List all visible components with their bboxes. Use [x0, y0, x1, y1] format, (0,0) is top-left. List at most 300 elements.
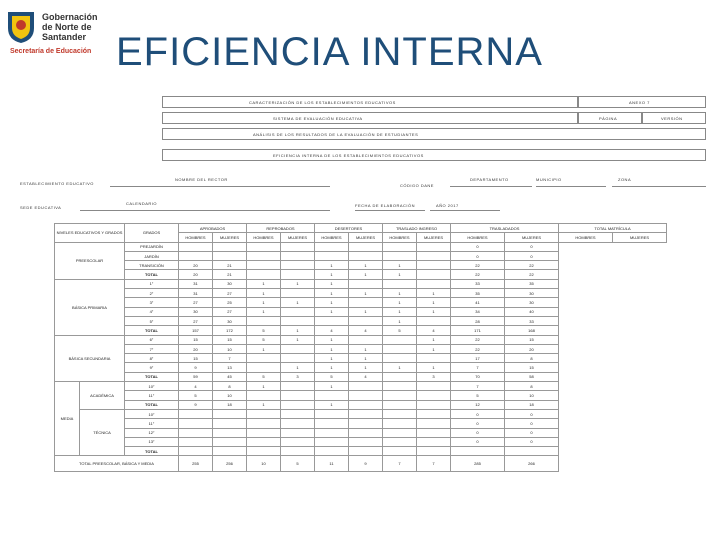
table-row: [55, 437, 667, 446]
level-secundaria: BÁSICA SECUNDARIA: [55, 335, 125, 381]
table-row: [55, 326, 667, 335]
value-cell: [247, 391, 281, 400]
value-cell: [247, 270, 281, 279]
grand-total-cell: 285: [451, 456, 505, 472]
value-cell: 33: [505, 316, 559, 325]
value-cell: [383, 419, 417, 428]
value-cell: [281, 251, 315, 260]
value-cell: 22: [451, 270, 505, 279]
value-cell: 35: [451, 289, 505, 298]
value-cell: 15: [213, 335, 247, 344]
value-cell: [247, 363, 281, 372]
subheader-mujeres: MUJERES: [349, 233, 383, 242]
field-department-line[interactable]: [450, 186, 532, 187]
field-year-line[interactable]: [430, 210, 500, 211]
value-cell: 13: [213, 363, 247, 372]
table-row: [55, 261, 667, 270]
subheader-mujeres: MUJERES: [213, 233, 247, 242]
value-cell: 20: [179, 344, 213, 353]
value-cell: [383, 344, 417, 353]
value-cell: 17: [451, 354, 505, 363]
grand-total-cell: 7: [383, 456, 417, 472]
value-cell: [247, 316, 281, 325]
logo-line: Santander: [42, 32, 87, 42]
grand-total-cell: 256: [213, 456, 247, 472]
value-cell: 0: [451, 242, 505, 251]
value-cell: [417, 382, 451, 391]
value-cell: 25: [213, 298, 247, 307]
value-cell: 157: [179, 326, 213, 335]
logo: [4, 4, 104, 56]
value-cell: 1: [247, 289, 281, 298]
value-cell: 172: [213, 326, 247, 335]
value-cell: 1: [315, 400, 349, 409]
grade-cell: TOTAL: [125, 372, 179, 381]
value-cell: [417, 279, 451, 288]
table-row: [55, 279, 667, 288]
table-row: [55, 447, 667, 456]
grade-cell: 5°: [125, 316, 179, 325]
value-cell: 1: [315, 335, 349, 344]
value-cell: 0: [505, 409, 559, 418]
value-cell: [349, 391, 383, 400]
grade-cell: 11°: [125, 419, 179, 428]
grade-cell: TOTAL: [125, 400, 179, 409]
header-levels: NIVELES EDUCATIVOS Y GRADOS: [55, 224, 125, 243]
value-cell: [383, 251, 417, 260]
value-cell: 0: [451, 419, 505, 428]
value-cell: 1: [281, 326, 315, 335]
value-cell: [315, 316, 349, 325]
value-cell: 30: [505, 289, 559, 298]
value-cell: [349, 316, 383, 325]
grade-cell: TOTAL: [125, 270, 179, 279]
value-cell: [349, 251, 383, 260]
grand-total-cell: 11: [315, 456, 349, 472]
value-cell: 12: [451, 400, 505, 409]
value-cell: 1: [315, 354, 349, 363]
value-cell: 0: [451, 409, 505, 418]
value-cell: 15: [505, 363, 559, 372]
value-cell: 20: [505, 344, 559, 353]
value-cell: [247, 428, 281, 437]
value-cell: 1: [349, 307, 383, 316]
value-cell: [281, 447, 315, 456]
value-cell: 1: [417, 289, 451, 298]
value-cell: [281, 344, 315, 353]
form-row-4: [162, 149, 706, 161]
value-cell: [383, 354, 417, 363]
value-cell: 3: [417, 372, 451, 381]
value-cell: 0: [451, 437, 505, 446]
value-cell: 8: [505, 382, 559, 391]
value-cell: 22: [505, 270, 559, 279]
value-cell: 45: [213, 372, 247, 381]
field-zone-label: ZONA: [618, 177, 632, 182]
form-row-4-label: EFICIENCIA INTERNA DE LOS ESTABLECIMIENTOS EDUCATIVOS: [273, 153, 424, 158]
grade-cell: 3°: [125, 298, 179, 307]
value-cell: [315, 391, 349, 400]
value-cell: 30: [505, 298, 559, 307]
field-year-label: AÑO: [436, 203, 447, 208]
form-row-1-label: CARACTERIZACIÓN DE LOS ESTABLECIMIENTOS EDUCATIVOS: [249, 100, 396, 105]
value-cell: 1: [247, 344, 281, 353]
value-cell: [281, 391, 315, 400]
field-dane-label: CÓDIGO DANE: [400, 183, 434, 188]
value-cell: 15: [179, 335, 213, 344]
value-cell: [213, 447, 247, 456]
table-row: [55, 419, 667, 428]
form-row-1-right: [578, 96, 706, 108]
value-cell: [417, 354, 451, 363]
value-cell: 1: [349, 289, 383, 298]
value-cell: [179, 242, 213, 251]
field-sede-label: SEDE EDUCATIVA: [20, 205, 62, 210]
value-cell: 59: [179, 372, 213, 381]
logo-subtitle: Secretaría de Educación: [10, 48, 92, 55]
table-row: [55, 242, 667, 251]
grade-cell: 6°: [125, 335, 179, 344]
value-cell: 1: [281, 335, 315, 344]
value-cell: [349, 428, 383, 437]
level-academica: ACADÉMICA: [80, 382, 125, 410]
value-cell: 1: [383, 316, 417, 325]
value-cell: 21: [213, 261, 247, 270]
value-cell: 31: [179, 279, 213, 288]
value-cell: [315, 242, 349, 251]
value-cell: [451, 447, 505, 456]
value-cell: 0: [451, 428, 505, 437]
value-cell: 22: [451, 261, 505, 270]
value-cell: [213, 428, 247, 437]
value-cell: [417, 251, 451, 260]
value-cell: [349, 382, 383, 391]
value-cell: 5: [247, 326, 281, 335]
value-cell: [349, 242, 383, 251]
value-cell: [349, 409, 383, 418]
grade-cell: JARDÍN: [125, 251, 179, 260]
value-cell: 1: [349, 363, 383, 372]
value-cell: [417, 316, 451, 325]
subheader-mujeres: MUJERES: [281, 233, 315, 242]
value-cell: 1: [383, 307, 417, 316]
value-cell: 30: [213, 316, 247, 325]
table-row: [55, 363, 667, 372]
value-cell: 1: [247, 298, 281, 307]
value-cell: [179, 409, 213, 418]
value-cell: [417, 400, 451, 409]
value-cell: 1: [315, 270, 349, 279]
grade-cell: 10°: [125, 382, 179, 391]
value-cell: [247, 242, 281, 251]
value-cell: [281, 289, 315, 298]
field-calendar-line[interactable]: [126, 210, 330, 211]
value-cell: [213, 419, 247, 428]
table-row: [55, 289, 667, 298]
value-cell: 1: [349, 270, 383, 279]
value-cell: [417, 428, 451, 437]
subheader-hombres: HOMBRES: [383, 233, 417, 242]
value-cell: 70: [451, 372, 505, 381]
value-cell: 0: [505, 419, 559, 428]
value-cell: 1: [315, 382, 349, 391]
value-cell: [315, 447, 349, 456]
value-cell: 5: [179, 391, 213, 400]
value-cell: [179, 437, 213, 446]
value-cell: 5: [247, 372, 281, 381]
value-cell: [349, 279, 383, 288]
subheader-hombres: HOMBRES: [179, 233, 213, 242]
value-cell: [417, 242, 451, 251]
value-cell: 58: [505, 372, 559, 381]
field-sede-line[interactable]: [80, 210, 126, 211]
header-total: TOTAL MATRÍCULA: [559, 224, 667, 233]
value-cell: 1: [417, 344, 451, 353]
value-cell: 0: [505, 251, 559, 260]
value-cell: 20: [179, 261, 213, 270]
subheader-mujeres: MUJERES: [417, 233, 451, 242]
value-cell: [247, 251, 281, 260]
value-cell: 1: [315, 363, 349, 372]
value-cell: 35: [505, 279, 559, 288]
value-cell: 4: [349, 326, 383, 335]
value-cell: [417, 261, 451, 270]
value-cell: 0: [505, 437, 559, 446]
value-cell: 1: [315, 279, 349, 288]
form-page-label: PÁGINA: [599, 116, 618, 121]
value-cell: [383, 372, 417, 381]
value-cell: [213, 409, 247, 418]
subheader-mujeres: MUJERES: [613, 233, 667, 242]
table-row: [55, 316, 667, 325]
value-cell: 4: [179, 382, 213, 391]
value-cell: [281, 261, 315, 270]
page-title: EFICIENCIA INTERNA: [116, 30, 543, 74]
value-cell: [281, 307, 315, 316]
value-cell: [281, 382, 315, 391]
grade-cell: 9°: [125, 363, 179, 372]
value-cell: 1: [417, 335, 451, 344]
value-cell: 4: [417, 326, 451, 335]
value-cell: [349, 447, 383, 456]
value-cell: 1: [315, 289, 349, 298]
value-cell: [281, 316, 315, 325]
value-cell: 27: [179, 316, 213, 325]
value-cell: 41: [451, 298, 505, 307]
value-cell: [349, 419, 383, 428]
value-cell: 1: [281, 363, 315, 372]
value-cell: 1: [315, 261, 349, 270]
field-municipality-line[interactable]: [536, 186, 606, 187]
value-cell: [417, 437, 451, 446]
value-cell: 31: [179, 289, 213, 298]
value-cell: 7: [213, 354, 247, 363]
value-cell: [315, 251, 349, 260]
value-cell: [505, 447, 559, 456]
value-cell: [417, 409, 451, 418]
value-cell: [417, 447, 451, 456]
field-zone-line[interactable]: [612, 186, 706, 187]
value-cell: [417, 391, 451, 400]
value-cell: 10: [505, 391, 559, 400]
header-grades: GRADOS: [125, 224, 179, 243]
value-cell: 18: [505, 400, 559, 409]
grade-cell: PREJARDÍN: [125, 242, 179, 251]
value-cell: [417, 270, 451, 279]
value-cell: [281, 419, 315, 428]
value-cell: 30: [213, 279, 247, 288]
subheader-hombres: HOMBRES: [451, 233, 505, 242]
value-cell: 9: [179, 363, 213, 372]
value-cell: 10: [213, 391, 247, 400]
shield-icon: [6, 10, 36, 44]
value-cell: 5: [383, 326, 417, 335]
value-cell: [247, 437, 281, 446]
logo-text: [42, 12, 98, 42]
value-cell: 7: [451, 363, 505, 372]
value-cell: 27: [213, 289, 247, 298]
value-cell: 7: [451, 382, 505, 391]
value-cell: 8: [505, 354, 559, 363]
field-department-label: DEPARTAMENTO: [470, 177, 509, 182]
value-cell: [383, 437, 417, 446]
value-cell: [247, 261, 281, 270]
value-cell: [213, 242, 247, 251]
value-cell: [179, 428, 213, 437]
logo-line: Gobernación: [42, 12, 98, 22]
level-primaria: BÁSICA PRIMARIA: [55, 279, 125, 335]
value-cell: [247, 409, 281, 418]
value-cell: [281, 409, 315, 418]
value-cell: 1: [417, 363, 451, 372]
value-cell: [315, 437, 349, 446]
grand-total-row: [55, 456, 667, 472]
level-tecnica: TÉCNICA: [80, 409, 125, 455]
value-cell: 1: [315, 298, 349, 307]
subheader-mujeres: MUJERES: [505, 233, 559, 242]
efficiency-table: [54, 223, 667, 472]
value-cell: [383, 391, 417, 400]
value-cell: [247, 354, 281, 363]
value-cell: 8: [213, 382, 247, 391]
value-cell: 1: [247, 279, 281, 288]
value-cell: [247, 447, 281, 456]
table-row: [55, 391, 667, 400]
field-calendar-label: CALENDARIO: [126, 201, 158, 206]
value-cell: 0: [451, 251, 505, 260]
value-cell: 9: [179, 400, 213, 409]
field-establishment-line[interactable]: [110, 186, 330, 187]
grade-cell: 2°: [125, 289, 179, 298]
value-cell: 1: [315, 344, 349, 353]
value-cell: [281, 400, 315, 409]
value-cell: [281, 428, 315, 437]
value-cell: 1: [383, 261, 417, 270]
grade-cell: 11°: [125, 391, 179, 400]
value-cell: [383, 335, 417, 344]
value-cell: 27: [179, 298, 213, 307]
value-cell: 34: [451, 307, 505, 316]
value-cell: [383, 242, 417, 251]
form-row-2-version: [642, 112, 706, 124]
value-cell: [315, 428, 349, 437]
value-cell: 1: [383, 289, 417, 298]
field-date-line[interactable]: [355, 210, 425, 211]
grand-total-cell: 255: [179, 456, 213, 472]
value-cell: [383, 382, 417, 391]
value-cell: 22: [451, 335, 505, 344]
form-row-3: [162, 128, 706, 140]
header-failed: REPROBADOS: [247, 224, 315, 233]
value-cell: 1: [349, 261, 383, 270]
field-establishment-label: ESTABLECIMIENTO EDUCATIVO: [20, 181, 94, 186]
table-row: [55, 335, 667, 344]
grade-cell: 7°: [125, 344, 179, 353]
value-cell: 4: [349, 372, 383, 381]
grand-total-label: TOTAL PREESCOLAR, BÁSICA Y MEDIA: [55, 456, 179, 472]
grand-total-cell: 5: [281, 456, 315, 472]
header-dropouts: DESERTORES: [315, 224, 383, 233]
subheader-hombres: HOMBRES: [315, 233, 349, 242]
value-cell: [383, 400, 417, 409]
form-version-label: VERSIÓN: [661, 116, 683, 121]
grade-cell: 12°: [125, 428, 179, 437]
value-cell: 40: [505, 307, 559, 316]
grade-cell: TOTAL: [125, 447, 179, 456]
value-cell: [383, 279, 417, 288]
value-cell: 1: [247, 382, 281, 391]
value-cell: 1: [417, 307, 451, 316]
form-row-2-page: [578, 112, 642, 124]
value-cell: [213, 251, 247, 260]
value-cell: [281, 354, 315, 363]
form-row-1: [162, 96, 578, 108]
grand-total-cell: 9: [349, 456, 383, 472]
table-row: [55, 344, 667, 353]
field-year-value: 2017: [447, 203, 459, 208]
grade-cell: TRANSICIÓN: [125, 261, 179, 270]
header-transfer-in: TRASLADO INGRESO: [383, 224, 451, 233]
value-cell: 22: [505, 261, 559, 270]
value-cell: 15: [179, 354, 213, 363]
value-cell: [179, 419, 213, 428]
value-cell: [349, 335, 383, 344]
grade-cell: 13°: [125, 437, 179, 446]
header-transferred: TRASLADADOS: [451, 224, 559, 233]
value-cell: 5: [247, 335, 281, 344]
value-cell: [349, 400, 383, 409]
value-cell: 0: [505, 428, 559, 437]
value-cell: 168: [505, 326, 559, 335]
value-cell: [281, 270, 315, 279]
value-cell: 1: [383, 270, 417, 279]
grade-cell: 8°: [125, 354, 179, 363]
value-cell: 15: [505, 335, 559, 344]
value-cell: 22: [451, 344, 505, 353]
table-row: [55, 354, 667, 363]
value-cell: 0: [505, 242, 559, 251]
subheader-hombres: HOMBRES: [559, 233, 613, 242]
value-cell: [315, 419, 349, 428]
grand-total-cell: 7: [417, 456, 451, 472]
value-cell: [349, 298, 383, 307]
table-row: [55, 428, 667, 437]
value-cell: 1: [417, 298, 451, 307]
value-cell: 21: [213, 270, 247, 279]
value-cell: 5: [315, 372, 349, 381]
value-cell: [179, 251, 213, 260]
form-row-2-label: SISTEMA DE EVALUACIÓN EDUCATIVA: [273, 116, 363, 121]
